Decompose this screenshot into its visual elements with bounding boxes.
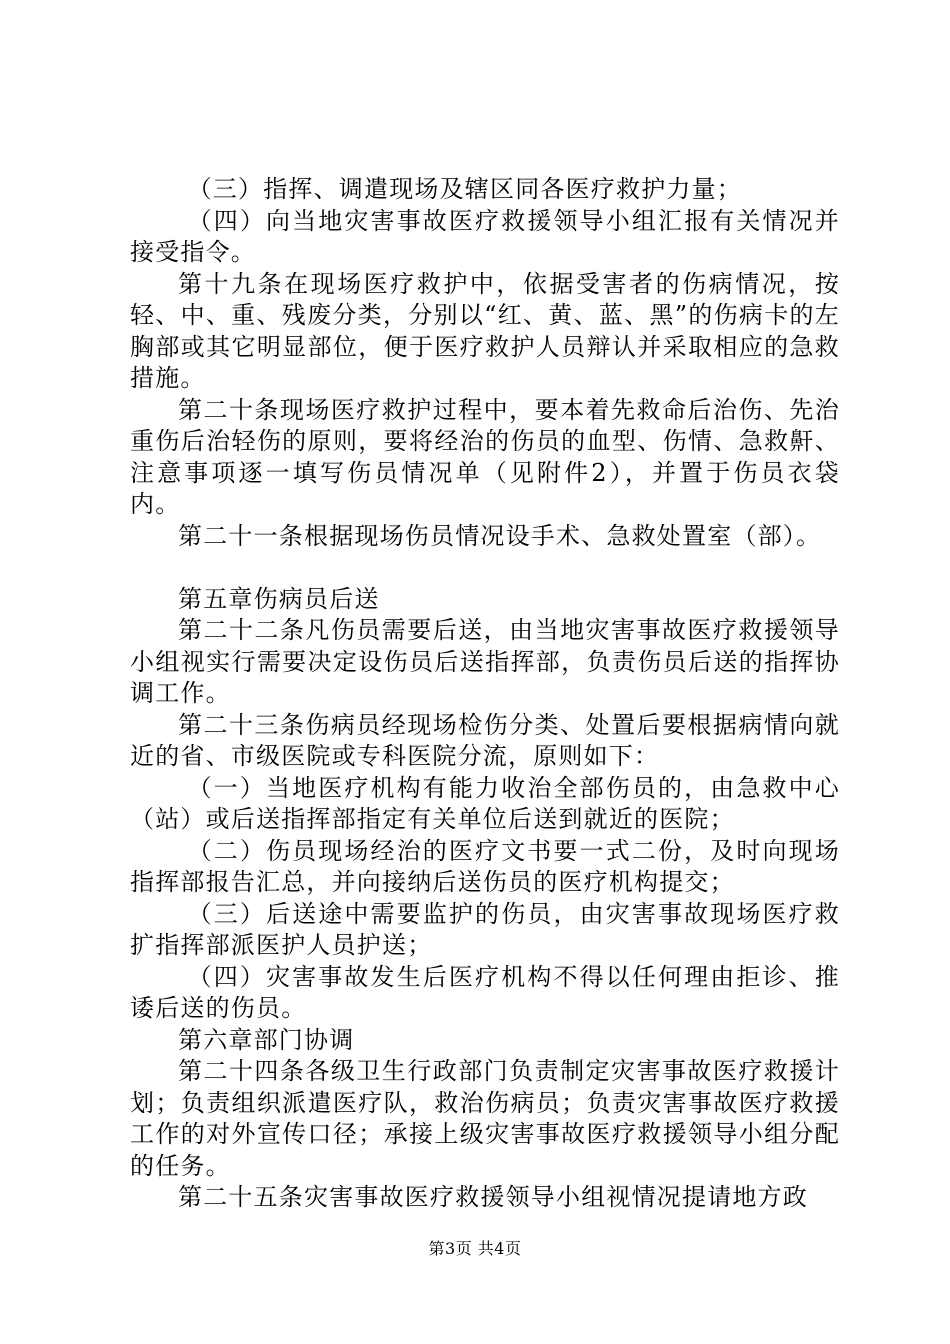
paragraph-item-4b: （四）灾害事故发生后医疗机构不得以任何理由拒诊、推诿后送的伤员。 [130, 962, 840, 1022]
page-footer [0, 1236, 950, 1259]
paragraph-item-3b: （三）后送途中需要监护的伤员，由灾害事故现场医疗救扩指挥部派医护人员护送； [130, 899, 840, 959]
paragraph-article-23: 第二十三条伤病员经现场检伤分类、处置后要根据病情向就近的省、市级医院或专科医院分流，原则如下： [130, 710, 840, 770]
chapter-heading-5: 第五章伤病员后送 [178, 584, 380, 613]
paragraph-article-25: 第二十五条灾害事故医疗救援领导小组视情况提请地方政 [178, 1183, 808, 1211]
page-number-label: 第3页 共4页 [428, 1239, 522, 1258]
paragraph-item-2: （二）伤员现场经治的医疗文书要一式二份，及时向现场指挥部报告汇总，并向接纳后送伤员的医疗机构提交； [130, 836, 840, 896]
paragraph-item-4: （四）向当地灾害事故医疗救援领导小组汇报有关情况并接受指令。 [130, 206, 840, 266]
paragraph-article-24: 第二十四条各级卫生行政部门负责制定灾害事故医疗救援计划；负责组织派遣医疗队，救治伤病员；负责灾害事故医疗救援工作的对外宣传口径；承接上级灾害事故医疗救援领导小组分配的任务。 [130, 1057, 840, 1180]
chapter-heading-6: 第六章部门协调 [178, 1025, 355, 1054]
paragraph-article-21: 第二十一条根据现场伤员情况设手术、急救处置室（部）。 [178, 521, 822, 550]
document-body [130, 174, 840, 1214]
section-gap [130, 552, 840, 584]
paragraph-article-19: 第十九条在现场医疗救护中，依据受害者的伤病情况，按轻、中、重、残废分类，分别以“红、黄、蓝、黑”的伤病卡的左胸部或其它明显部位，便于医疗救护人员辩认并采取相应的急救措施。 [130, 269, 840, 392]
paragraph-article-20: 第二十条现场医疗救护过程中，要本着先救命后治伤、先治重伤后治轻伤的原则，要将经治的伤员的血型、伤情、急救鼾、注意事项逐一填写伤员情况单（见附件2），并置于伤员衣袋内。 [130, 395, 840, 518]
paragraph-item-1: （一）当地医疗机构有能力收治全部伤员的，由急救中心（站）或后送指挥部指定有关单位后送到就近的医院； [130, 773, 840, 833]
paragraph-item-3: （三）指挥、调遣现场及辖区同各医疗救护力量； [187, 175, 742, 203]
paragraph-article-22: 第二十二条凡伤员需要后送，由当地灾害事故医疗救援领导小组视实行需要决定设伤员后送指挥部，负责伤员后送的指挥协调工作。 [130, 616, 840, 707]
